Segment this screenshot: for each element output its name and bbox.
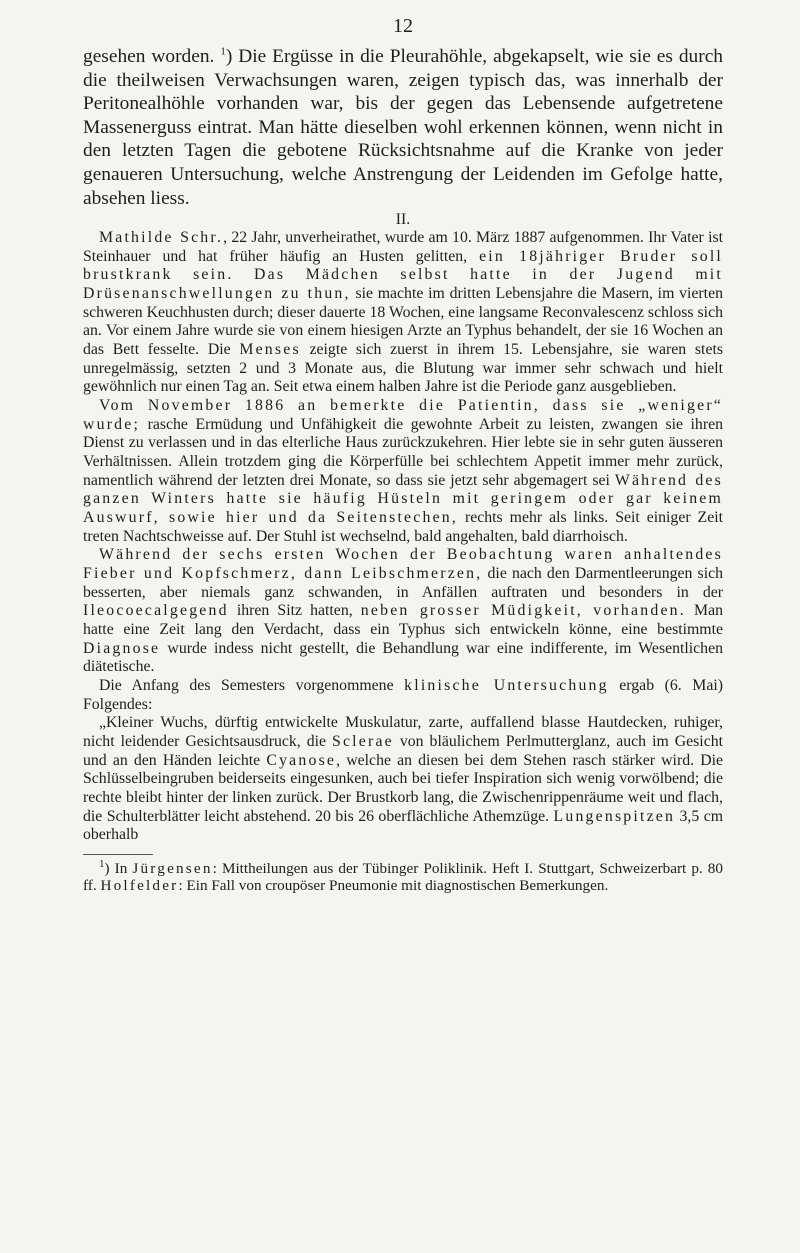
spaced-text: ein 18jähriger Bruder soll brustkrank sein. Das Mädchen selbst hatte in der Jugend mit Drüsenanschwellungen zu thun,: [83, 247, 724, 303]
spaced-text: klinische Untersuchung: [404, 676, 609, 694]
spaced-text: Diagnose: [83, 639, 161, 657]
footnote-mark: 1: [99, 857, 105, 870]
paragraph-clinical-findings: „Kleiner Wuchs, dürftig entwickelte Muskulatur, zarte, auffallend blasse Hautdecken, ruhiger, nicht leidender Gesichtsausdruck, die Sclerae von bläulichem Perlmutterglanz, auch im Gesicht und an den Händen leichte Cyanose, welche an diesen bei dem Stehen rasch stärker wird. Die Schlüsselbeingruben beiderseits eingesunken, auch bei tiefer Inspiration sich wenig vorwölbend; die rechte bleibt hinter der linken zurück. Der Brustkorb lang, die Zwischenrippenräume weit und flach, die Schulterblätter leicht abstehend. 20 bis 26 oberflächliche Athemzüge. Lungenspitzen 3,5 cm oberhalb: [83, 714, 724, 844]
spaced-text: Menses: [239, 341, 301, 359]
paragraph-clinical-exam-intro: Die Anfang des Semesters vorgenommene klinische Untersuchung ergab (6. Mai) Folgendes:: [83, 676, 723, 713]
page-number: 12: [393, 15, 413, 37]
spaced-text: Während des ganzen Winters hatte sie häufig Hüsteln mit geringem oder gar keinem Auswurf, sowie hier und da Seitenstechen,: [83, 471, 723, 526]
paragraph-patient-history: Mathilde Schr., 22 Jahr, unverheirathet, wurde am 10. März 1887 aufgenommen. Ihr Vater ist Steinhauer und hat früher häufig an Husten gelitten, ein 18jähriger Bruder soll brustkrank sein. Das Mädchen selbst hatte in der Jugend mit Drüsenanschwellungen zu thun, sie machte im dritten Lebensjahre die Masern, im vierten schweren Keuchhusten durch; dieser dauerte 18 Wochen, eine langsame Reconvalescenz schloss sich an. Vor einem Jahre wurde sie von einem hiesigen Arzte an Typhus behandelt, der sie 16 Wochen an das Bett fesselte. Die Menses zeigte sich zuerst in ihrem 15. Lebensjahre, sie waren stets unregelmässig, setzten 2 und 3 Monate aus, die Blutung war immer sehr schwach und hielt gewöhnlich nur einen Tag an. Seit etwa einem halben Jahre ist die Periode ganz ausgeblieben.: [83, 229, 724, 396]
spaced-text: Während der sechs ersten Wochen der Beobachtung waren anhaltendes Fieber und Kopfschmerz, dann Leibschmerzen,: [83, 546, 723, 582]
spaced-text: Vom November 1886 an bemerkte die Patientin, dass sie „weniger“ wurde;: [83, 397, 723, 433]
spaced-text: Sclerae: [331, 732, 394, 750]
spaced-text: neben grosser Müdigkeit, vorhanden.: [360, 602, 686, 620]
spaced-text: Cyanose: [266, 751, 337, 769]
paragraph-observation: Während der sechs ersten Wochen der Beobachtung waren anhaltendes Fieber und Kopfschmerz, dann Leibschmerzen, die nach den Darmentleerungen sich besserten, aber niemals ganz schwanden, in Anfällen auftraten und besonders in der Ileocoecalgegend ihren Sitz hatten, neben grosser Müdigkeit, vorhanden. Man hatte eine Zeit lang den Verdacht, dass ein Typhus sich entwickeln könne, eine bestimmte Diagnose wurde indess nicht gestellt, die Behandlung war eine indifferente, im Wesentlichen diätetische.: [83, 546, 723, 676]
footnote-reference: 1: [220, 45, 226, 58]
spaced-text: Mathilde Schr.: [99, 229, 224, 247]
footnote: $^1$) In Jürgensen: Mittheilungen aus der Tübinger Poliklinik. Heft I. Stuttgart, Schweizerbart p. 80 ff. Holfelder: Ein Fall von croupöser Pneumonie mit diagnostischen Bemerkungen.: [83, 857, 723, 895]
spaced-text: Lungenspitzen: [553, 807, 676, 825]
footnote-divider: [83, 854, 153, 855]
spaced-text: Jürgensen: [132, 859, 213, 877]
paragraph-top: gesehen worden. $^1$) Die Ergüsse in die Pleurahöhle, abgekapselt, wie sie es durch die theilweisen Verwachsungen waren, zeigen typisch das, was innerhalb der Peritonealhöhle vorhanden war, bis der gegen das Lebensende aufgetretene Massenerguss eintrat. Man hätte dieselben wohl erkennen können, wenn nicht in den letzten Tagen die gebotene Rücksichtsnahme auf die Kranke von jeder genaueren Untersuchung, welche Anstrengung der Leidenden im Gefolge hatte, absehen liess.: [83, 45, 723, 209]
section-heading: II.: [395, 211, 411, 229]
spaced-text: Ileocoecalgegend: [83, 602, 229, 620]
document-page: [83, 15, 723, 895]
spaced-text: Holfelder: [100, 877, 179, 895]
paragraph-illness-onset: Vom November 1886 an bemerkte die Patientin, dass sie „weniger“ wurde; rasche Ermüdung und Unfähigkeit die gewohnte Arbeit zu leisten, zwangen sie ihren Dienst zu verlassen und in das elterliche Haus zurückzukehren. Hier lebte sie in sehr guten äusseren Verhältnissen. Allein trotzdem ging die Körperfülle bei schlechtem Appetit immer mehr zurück, namentlich während der letzten drei Monate, so dass sie jetzt sehr abgemagert sei Während des ganzen Winters hatte sie häufig Hüsteln mit geringem oder gar keinem Auswurf, sowie hier und da Seitenstechen, rechts mehr als links. Seit einiger Zeit treten Nachtschweisse auf. Der Stuhl ist wechselnd, bald angehalten, bald diarrhoisch.: [83, 397, 723, 545]
